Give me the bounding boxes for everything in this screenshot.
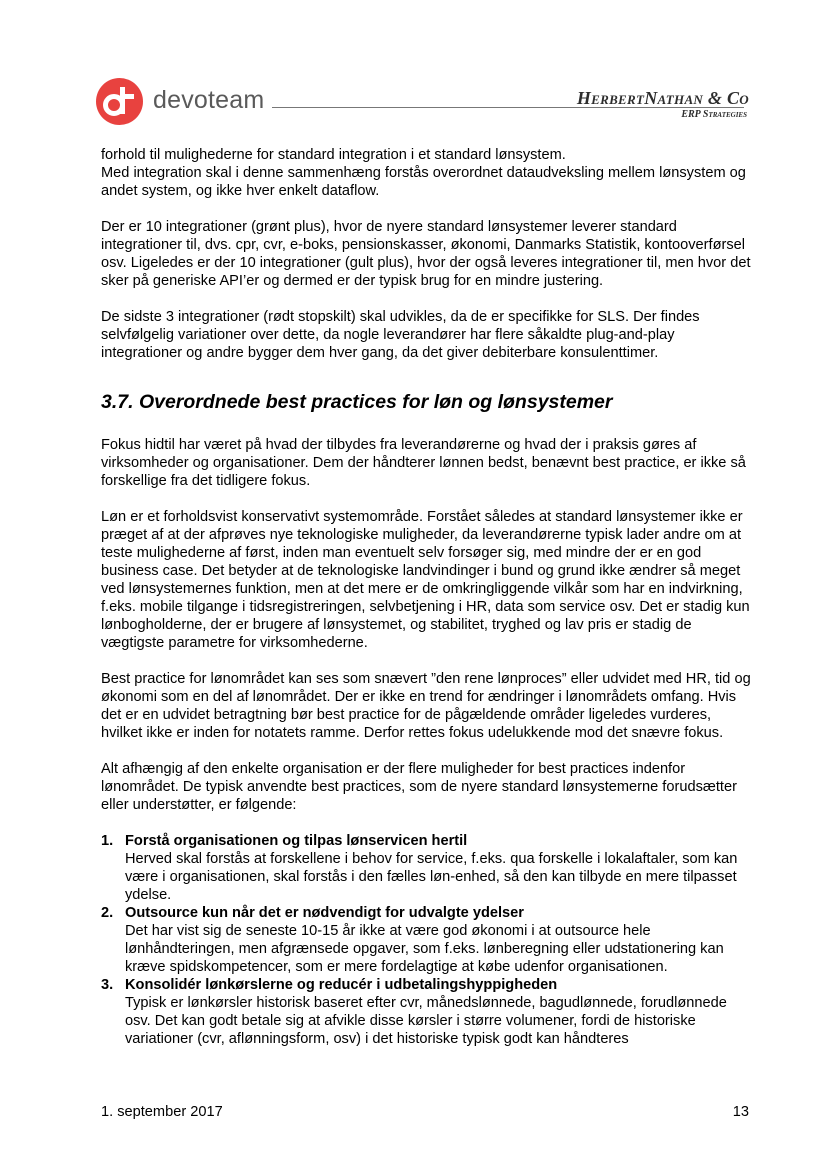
list-item-text: Det har vist sig de seneste 10-15 år ikke at være god økonomi i at outsource hele lønhåndteringen, men afgrænsede opgaver, som f.eks. lønberegning eller udstationering kan kræve spidskompetencer, som er mere fordelagtige at købe udenfor organisationen. bbox=[125, 923, 724, 975]
list-item-text: Typisk er lønkørsler historisk baseret efter cvr, månedslønnede, bagudlønnede, forudlønnede osv. Det kan godt betale sig at afvikle disse kørsler i større volumener, fordi de historiske variationer (cvr, aflønningsform, osv) i det historiske typisk godt kan håndteres bbox=[125, 995, 727, 1047]
paragraph: Alt afhængig af den enkelte organisation er der flere muligheder for best practices indenfor lønområdet. De typisk anvendte best practices, som de nyere standard lønsystemerne forudsætter eller understøtter, er følgende: bbox=[101, 761, 737, 813]
paragraph: Best practice for lønområdet kan ses som snævert ”den rene lønproces” eller udvidet med HR, tid og økonomi som en del af lønområdet. Der er ikke en trend for ændringer i lønområdets omfang. Hvis det er en udvidet betragtning bør best practice for de pågældende områder ligeledes vurderes, hvilket ikke er inden for notatets ramme. Derfor rettes fokus udelukkende mod det snævre fokus. bbox=[101, 671, 751, 741]
best-practice-list bbox=[101, 832, 751, 1048]
paragraph: De sidste 3 integrationer (rødt stopskilt) skal udvikles, da de er specifikke for SLS. Der findes selvfølgelig variationer over dette, da nogle leverandører har flere såkaldte plug-and-play integrationer og andre bygger dem hver gang, da det giver debiterbare konsulenttimer. bbox=[101, 309, 700, 361]
list-item bbox=[101, 904, 751, 976]
devoteam-logo-icon bbox=[96, 78, 143, 125]
list-item bbox=[101, 976, 751, 1048]
section-heading: 3.7. Overordnede best practices for løn og lønsystemer bbox=[101, 391, 613, 413]
list-number: 3. bbox=[101, 977, 114, 993]
list-item-text: Herved skal forstås at forskellene i behov for service, f.eks. qua forskelle i lokalaftaler, som kan være i organisationen, skal forstås i den fælles løn-enhed, så den kan tilbyde en mere tilpasset ydelse. bbox=[125, 851, 738, 903]
document-body bbox=[101, 146, 751, 1048]
partner-name: HerbertNathan & Co bbox=[576, 88, 749, 108]
list-item-title: Forstå organisationen og tilpas lønservicen hertil bbox=[125, 833, 468, 849]
partner-subtitle: ERP Strategies bbox=[681, 109, 747, 120]
page-number: 13 bbox=[732, 1104, 749, 1120]
page-header bbox=[0, 0, 827, 140]
list-number: 2. bbox=[101, 905, 114, 921]
list-number: 1. bbox=[101, 833, 114, 849]
paragraph: Fokus hidtil har været på hvad der tilbydes fra leverandørerne og hvad der i praksis gøres af virksomheder og organisationer. Dem der håndterer lønnen bedst, benævnt best practice, er ikke så forskellige fra det tidligere fokus. bbox=[101, 437, 746, 489]
list-item-title: Konsolidér lønkørslerne og reducér i udbetalingshyppigheden bbox=[125, 977, 558, 993]
paragraph: forhold til mulighederne for standard integration i et standard lønsystem. bbox=[101, 147, 566, 163]
list-item bbox=[101, 832, 751, 904]
partner-logo bbox=[577, 88, 749, 120]
paragraph: Der er 10 integrationer (grønt plus), hvor de nyere standard lønsystemer leverer standard integrationer til, dvs. cpr, cvr, e-boks, pensionskasser, økonomi, Danmarks Statistik, kontooverførsel osv. Ligeledes er der 10 integrationer (gult plus), hvor der også leveres integrationer til, men hvor det sker på generiske API’er og dermed er der typisk brug for en mindre justering. bbox=[101, 219, 751, 289]
paragraph: Med integration skal i denne sammenhæng forstås overordnet dataudveksling mellem lønsystem og andet system, og ikke hver enkelt dataflow. bbox=[101, 165, 746, 199]
list-item-title: Outsource kun når det er nødvendigt for udvalgte ydelser bbox=[125, 905, 524, 921]
footer-date: 1. september 2017 bbox=[101, 1104, 223, 1120]
logo-text: devoteam bbox=[153, 86, 265, 114]
paragraph: Løn er et forholdsvist konservativt systemområde. Forstået således at standard lønsystemer ikke er præget af at der afprøves nye teknologiske muligheder, da leverandørerne typisk lader andre om at teste mulighederne af først, inden man eventuelt selv forsøger sig, med mindre der er en god business case. Det betyder at de teknologiske landvindinger i bund og grund ikke ændrer så meget ved lønsystemernes funktion, men at det mere er de omkringliggende vilkår som har en indvirkning, f.eks. mobile tilgange i tidsregistreringen, selvbetjening i HR, data som service osv. Det er stadig kun lønbogholderne, der er brugere af lønsystemet, og stabilitet, tryghed og lav pris er stadig de vægtigste parametre for virksomhederne. bbox=[101, 509, 750, 651]
